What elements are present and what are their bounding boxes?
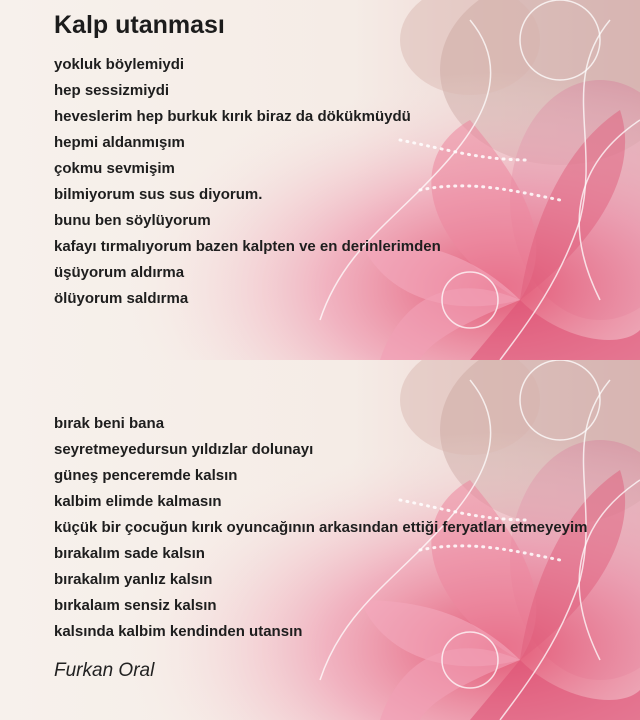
stanza-1 — [54, 52, 441, 312]
stanza-2 — [54, 411, 588, 645]
poem-line: üşüyorum aldırma — [54, 264, 185, 281]
poem-line: seyretmeyedursun yıldızlar dolunayı — [54, 441, 314, 458]
poem-line: heveslerim hep burkuk kırık biraz da dökükmüydü — [54, 108, 411, 125]
poem-line: bırkalaım sensiz kalsın — [54, 597, 217, 614]
poem-line: kalbim elimde kalmasın — [54, 493, 222, 510]
poem-line: bilmiyorum sus sus diyorum. — [54, 186, 263, 203]
poem-line: kafayı tırmalıyorum bazen kalpten ve en derinlerimden — [54, 238, 441, 255]
poem-line: bırakalım sade kalsın — [54, 545, 205, 562]
poem-line: bırak beni bana — [54, 415, 165, 432]
poem-line: kalsında kalbim kendinden utansın — [54, 623, 303, 640]
poem-author: Furkan Oral — [54, 660, 155, 681]
poem-line: ölüyorum saldırma — [54, 290, 189, 307]
poem-title: Kalp utanması — [54, 11, 225, 39]
poem-line: bunu ben söylüyorum — [54, 212, 211, 229]
poem-line: yokluk böylemiydi — [54, 56, 185, 73]
poem-line: çokmu sevmişim — [54, 160, 175, 177]
poem-line: güneş penceremde kalsın — [54, 467, 238, 484]
poem-line: hep sessizmiydi — [54, 82, 170, 99]
poem-line: bırakalım yanlız kalsın — [54, 571, 213, 588]
poem-line: hepmi aldanmışım — [54, 134, 185, 151]
poem-line: küçük bir çocuğun kırık oyuncağının arkasından ettiği feryatları etmeyeyim — [54, 519, 588, 536]
